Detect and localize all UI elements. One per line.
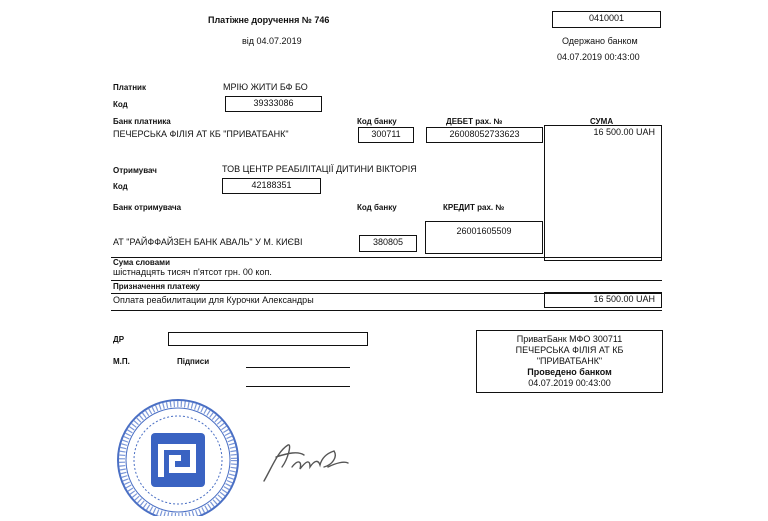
recipient-bank-code-box: 380805 [359, 235, 417, 252]
received-label: Одержано банком [562, 36, 638, 46]
document-title: Платіжне доручення № 746 [208, 15, 330, 25]
recipient-bank-label: Банк отримувача [113, 203, 182, 212]
payer-bank-code-box: 300711 [358, 127, 414, 143]
bank-stamp-line: Проведено банком [527, 367, 612, 377]
purpose-label: Призначення платежу [113, 282, 201, 291]
divider-line [111, 280, 662, 281]
purpose-sum-box: 16 500.00 UAH [544, 292, 662, 308]
dr-field [168, 332, 368, 346]
debit-account-box: 26008052733623 [426, 127, 543, 143]
payer-name: МРІЮ ЖИТИ БФ БО [223, 82, 308, 92]
bank-stamp-line: 04.07.2019 00:43:00 [528, 378, 611, 388]
document-date: від 04.07.2019 [242, 36, 302, 46]
payer-code-label: Код [113, 100, 128, 109]
recipient-label: Отримувач [113, 166, 157, 175]
payer-bank-label: Банк платника [113, 117, 171, 126]
privatbank-seal-icon [114, 398, 242, 516]
handwritten-signature-icon [258, 437, 354, 487]
received-datetime: 04.07.2019 00:43:00 [557, 52, 640, 62]
debit-label: ДЕБЕТ рах. № [446, 117, 503, 126]
recipient-bank-code-label: Код банку [357, 203, 397, 212]
amount-words-label: Сума словами [113, 258, 171, 267]
payer-code-box: 39333086 [225, 96, 322, 112]
purpose-text: Оплата реабилитации для Курочки Александры [113, 295, 314, 305]
credit-account: 26001605509 [456, 226, 512, 236]
signature-line [246, 386, 350, 387]
payer-label: Платник [113, 83, 146, 92]
amount-words-text: шістнадцять тисяч п'ятсот грн. 00 коп. [113, 267, 272, 277]
recipient-code-box: 42188351 [222, 178, 321, 194]
credit-label: КРЕДИТ рах. № [443, 203, 505, 212]
form-code-box: 0410001 [552, 11, 661, 28]
divider-line [111, 310, 662, 311]
signatures-label: Підписи [177, 357, 210, 366]
bank-stamp-line: ПЕЧЕРСЬКА ФІЛІЯ АТ КБ [515, 345, 624, 355]
payer-bank-code-label: Код банку [357, 117, 397, 126]
credit-account-box [425, 221, 543, 254]
bank-stamp [476, 330, 663, 393]
recipient-name: ТОВ ЦЕНТР РЕАБІЛІТАЦІЇ ДИТИНИ ВІКТОРІЯ [222, 164, 417, 174]
sum-label: СУМА [590, 117, 614, 126]
dr-label: ДР [113, 335, 125, 344]
sum-box: 16 500.00 UAH [544, 125, 662, 261]
signature-line [246, 367, 350, 368]
bank-stamp-line: ПриватБанк МФО 300711 [516, 334, 623, 344]
recipient-bank-name: АТ "РАЙФФАЙЗЕН БАНК АВАЛЬ" У М. КИЄВІ [113, 237, 303, 247]
divider-line [111, 257, 662, 258]
mp-label: М.П. [113, 357, 130, 366]
recipient-code-label: Код [113, 182, 128, 191]
payer-bank-name: ПЕЧЕРСЬКА ФІЛІЯ АТ КБ "ПРИВАТБАНК" [113, 129, 289, 139]
bank-stamp-line: "ПРИВАТБАНК" [536, 356, 603, 366]
